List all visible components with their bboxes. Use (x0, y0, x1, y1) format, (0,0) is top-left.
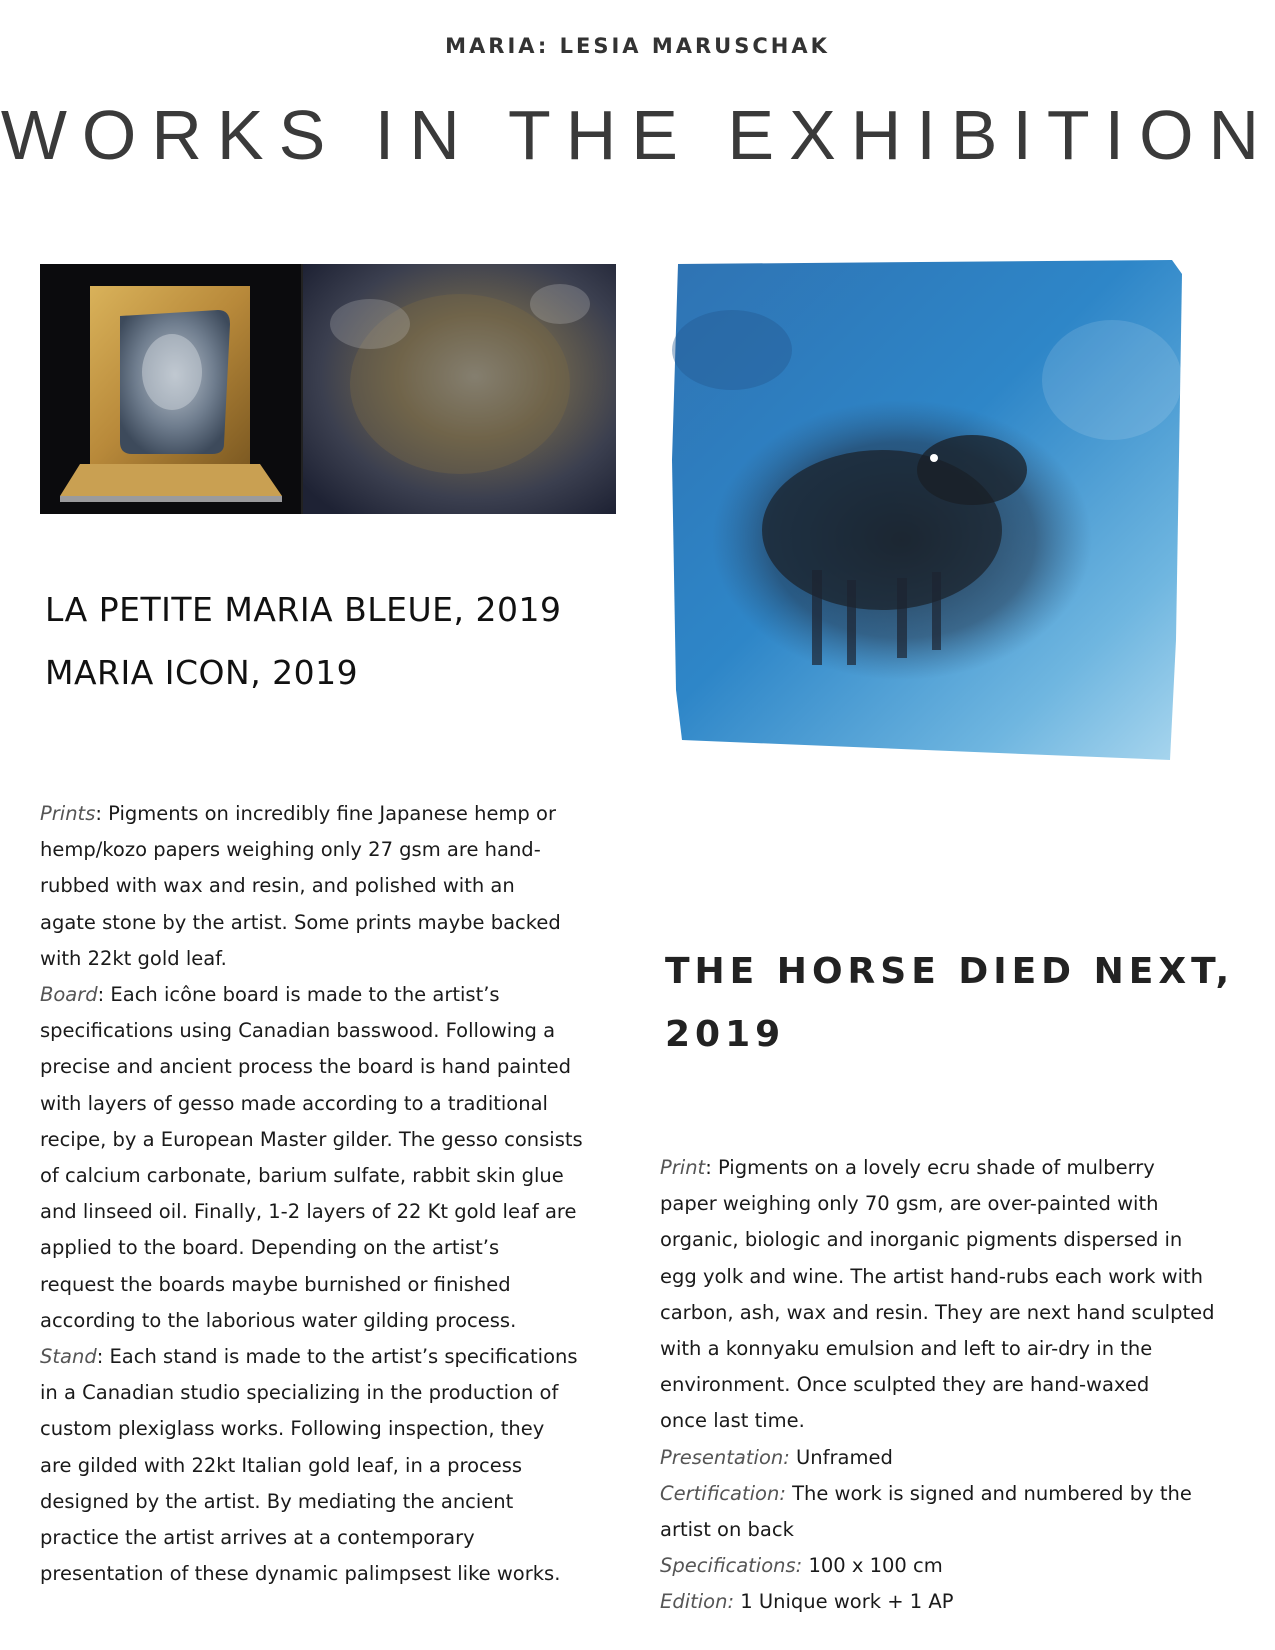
field-text: request the boards maybe burnished or finished (40, 1272, 511, 1296)
field-label: Specifications: (660, 1554, 803, 1578)
field-text: with 22kt gold leaf. (40, 946, 227, 970)
description-line (40, 1339, 630, 1375)
field-text: The work is signed and numbered by the (785, 1481, 1192, 1505)
description-line (660, 1331, 1260, 1367)
field-text: 100 x 100 cm (802, 1554, 943, 1578)
work-title-la-petite-maria-bleue: LA PETITE MARIA BLEUE, 2019 (45, 590, 562, 629)
description-line (660, 1186, 1260, 1222)
description-line (660, 1295, 1260, 1331)
field-text: practice the artist arrives at a contemporary (40, 1526, 475, 1550)
field-text: applied to the board. Depending on the artist’s (40, 1236, 500, 1260)
field-text: : Pigments on incredibly fine Japanese hemp or (95, 802, 556, 825)
artwork-image-maria-icon (40, 264, 616, 514)
field-text: rubbed with wax and resin, and polished with an (40, 874, 515, 898)
description-line (40, 1448, 630, 1484)
description-line (40, 1049, 630, 1085)
description-line (660, 1367, 1260, 1403)
field-text: carbon, ash, wax and resin. They are next hand sculpted (660, 1300, 1215, 1324)
field-text: artist on back (660, 1518, 794, 1542)
maria-icon-illustration (40, 264, 616, 514)
description-line (40, 1556, 630, 1592)
right-work-description (660, 1150, 1260, 1621)
description-line (40, 796, 630, 832)
field-label: Edition: (660, 1590, 735, 1614)
description-line (40, 868, 630, 904)
field-text: : Each icône board is made to the artist’s (97, 983, 500, 1007)
field-text: once last time. (660, 1409, 805, 1433)
field-text: agate stone by the artist. Some prints maybe backed (40, 910, 561, 934)
field-label: Certification: (660, 1481, 786, 1505)
field-text: and linseed oil. Finally, 1-2 layers of 22 Kt gold leaf are (40, 1200, 577, 1224)
description-line (660, 1150, 1260, 1186)
description-line (660, 1440, 1260, 1476)
field-text: of calcium carbonate, barium sulfate, rabbit skin glue (40, 1164, 564, 1188)
description-line (40, 1158, 630, 1194)
field-label: Stand (40, 1345, 97, 1369)
description-line (40, 977, 630, 1013)
description-line (660, 1512, 1260, 1548)
field-text: : Pigments on a lovely ecru shade of mulberry (705, 1156, 1155, 1179)
field-label: Board (40, 983, 98, 1007)
field-text: hemp/kozo papers weighing only 27 gsm are hand- (40, 838, 541, 862)
work-title-maria-icon: MARIA ICON, 2019 (45, 653, 359, 692)
description-line (660, 1476, 1260, 1512)
field-text: presentation of these dynamic palimpsest like works. (40, 1562, 561, 1586)
field-text: custom plexiglass works. Following inspection, they (40, 1417, 545, 1441)
field-text: paper weighing only 70 gsm, are over-painted with (660, 1192, 1159, 1216)
field-text: 1 Unique work + 1 AP (734, 1590, 954, 1614)
description-line (40, 1484, 630, 1520)
field-text: Unframed (789, 1445, 893, 1469)
description-line (40, 905, 630, 941)
description-line (40, 1086, 630, 1122)
description-line (660, 1584, 1260, 1620)
description-line (660, 1403, 1260, 1439)
field-text: recipe, by a European Master gilder. The gesso consists (40, 1127, 583, 1151)
field-text: with a konnyaku emulsion and left to air-dry in the (660, 1337, 1153, 1361)
field-text: specifications using Canadian basswood. Following a (40, 1019, 556, 1043)
description-line (660, 1222, 1260, 1258)
title-line: THE HORSE DIED NEXT, (665, 951, 1235, 992)
field-label: Presentation: (660, 1445, 790, 1469)
left-work-description (40, 796, 630, 1592)
page-title: WORKS IN THE EXHIBITION (0, 96, 1275, 174)
description-line (40, 832, 630, 868)
description-line (40, 1303, 630, 1339)
field-text: environment. Once sculpted they are hand-waxed (660, 1373, 1150, 1397)
field-label: Print (660, 1156, 706, 1179)
field-text: according to the laborious water gilding process. (40, 1308, 517, 1332)
field-text: organic, biologic and inorganic pigments dispersed in (660, 1228, 1183, 1252)
work-title-horse-died-next (665, 940, 1245, 1066)
field-text: designed by the artist. By mediating the ancient (40, 1489, 514, 1513)
description-line (660, 1259, 1260, 1295)
horse-painting-illustration (672, 260, 1192, 768)
description-line (40, 1267, 630, 1303)
description-line (40, 1230, 630, 1266)
description-line (660, 1548, 1260, 1584)
description-line (40, 1122, 630, 1158)
artist-name: MARIA: LESIA MARUSCHAK (445, 34, 830, 58)
description-line (40, 1411, 630, 1447)
artwork-image-horse-died-next (672, 260, 1192, 768)
field-label: Prints (40, 802, 96, 825)
description-line (40, 1375, 630, 1411)
field-text: in a Canadian studio specializing in the production of (40, 1381, 559, 1405)
field-text: are gilded with 22kt Italian gold leaf, in a process (40, 1453, 523, 1477)
description-line (40, 1520, 630, 1556)
field-text: : Each stand is made to the artist’s specifications (96, 1345, 578, 1369)
title-year: 2019 (665, 1014, 786, 1055)
field-text: precise and ancient process the board is hand painted (40, 1055, 571, 1079)
description-line (40, 941, 630, 977)
field-text: egg yolk and wine. The artist hand-rubs each work with (660, 1264, 1204, 1288)
description-line (40, 1013, 630, 1049)
description-line (40, 1194, 630, 1230)
field-text: with layers of gesso made according to a traditional (40, 1091, 548, 1115)
